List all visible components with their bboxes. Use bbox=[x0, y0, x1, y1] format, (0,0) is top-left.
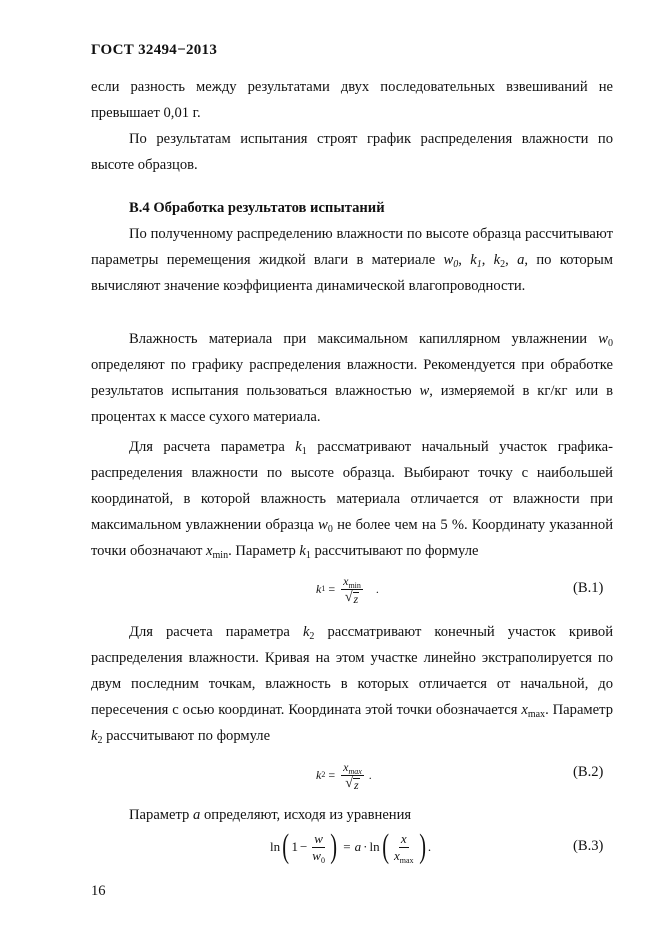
section-title: В.4 Обработка результатов испытаний bbox=[129, 200, 385, 216]
paragraph-a: Параметр а определяют, исходя из уравнения bbox=[129, 807, 412, 823]
equation-number-b1: (В.1) bbox=[573, 580, 604, 596]
equation-number-b3: (В.3) bbox=[573, 838, 604, 854]
paragraph-moisture: Влажность материала при максимальном капиллярном увлажнении $w_0$ определяют по графику распределения влажности. Рекомендуется при обработке результатов испытания пользоваться влажностью w, измеряемой в кг/кг или в процентах к массе сухого материала. bbox=[91, 331, 613, 425]
paragraph-k1: Для расчета параметра $k_1$ рассматривают начальный участок графика-распределения влажности по высоте образца. Выбирают точку с наибольшей координатой, в которой влажность материала отличается от влажности при максимальном увлажнении образца $w_0$ не более чем на 5 %. Координату указанной точки обозначают $x_{min}$. Параметр $k_1$ рассчитывают по формуле bbox=[91, 439, 613, 561]
paragraph-k2: Для расчета параметра $k_2$ рассматривают конечный участок кривой распределения влажности. Кривая на этом участке линейно экстраполируется по двум последним точкам, влажность в которых отличается от начальной, до пересечения с осью координат. Координата этой точки обозначается $x_{max}$. Параметр $k_2$ рассчитывают по формуле bbox=[91, 624, 613, 746]
formula-b2: k 2 = $x_{max}$ √ z . bbox=[316, 759, 372, 792]
formula-b1: k 1 = $x_{min}$ √ z . bbox=[316, 573, 379, 606]
paragraph-parameters: По полученному распределению влажности по высоте образца рассчитывают параметры перемещения жидкой влаги в материале $w_0$, $k_1$, $k_2$, а, по которым вычисляют значение коэффициента динамической влагопроводности. bbox=[91, 226, 614, 294]
document-header: ГОСТ 32494−2013 bbox=[91, 42, 218, 58]
page-number: 16 bbox=[91, 883, 106, 899]
paragraph-graph: По результатам испытания строят график распределения влажности по высоте образцов. bbox=[91, 131, 613, 173]
paragraph-weighing: если разность между результатами двух последовательных взвешиваний не превышает 0,01 г. bbox=[91, 79, 613, 121]
formula-b3: ln ( 1 − $\frac{w}{w_0}$ ) = a · ln ( $\frac{x}{x_{max}}$ ) . bbox=[270, 828, 432, 865]
equation-number-b2: (В.2) bbox=[573, 764, 604, 780]
